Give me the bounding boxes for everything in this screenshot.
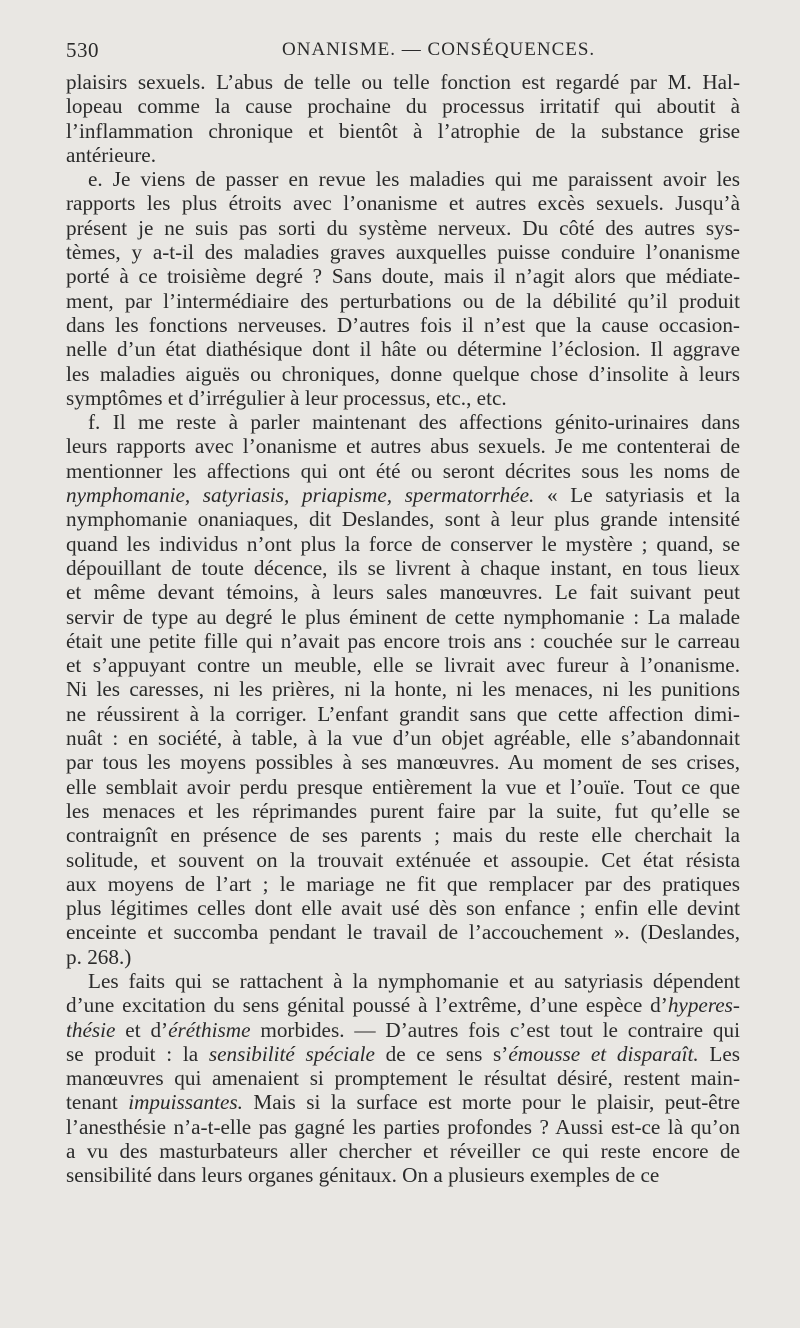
italic-term: éréthisme [168, 1017, 251, 1042]
text-line: l’anesthésie n’a-t-elle pas gagné les parties profondes ? Aussi est-ce là qu’on [66, 1114, 740, 1139]
text-line: tenant impuissantes. Mais si la surface est morte pour le plaisir, peut-être [66, 1090, 740, 1115]
text-line: rapports les plus étroits avec l’onanisme et autres excès sexuels. Jusqu’à [66, 191, 740, 216]
paragraph [66, 70, 740, 167]
text-line: Ni les caresses, ni les prières, ni la honte, ni les menaces, ni les punitions [66, 677, 740, 702]
text-line: l’inflammation chronique et bientôt à l’atrophie de la substance grise [66, 118, 740, 143]
paragraph [66, 969, 740, 1188]
text-line: a vu des masturbateurs aller chercher et réveiller ce qui reste encore de [66, 1139, 740, 1164]
text-line: thésie et d’éréthisme morbides. — D’autres fois c’est tout le contraire qui [66, 1017, 740, 1042]
text-line: nymphomanie, satyriasis, priapisme, spermatorrhée. « Le satyriasis et la [66, 483, 740, 508]
text-line: ment, par l’intermédiaire des perturbations ou de la débilité qu’il produit [66, 288, 740, 313]
text-line: e. Je viens de passer en revue les maladies qui me paraissent avoir les [88, 167, 740, 192]
text-line: par tous les moyens possibles à ses manœuvres. Au moment de ses crises, [66, 750, 740, 775]
text-line: ne réussirent à la corriger. L’enfant grandit sans que cette affection dimi- [66, 701, 740, 726]
text-line: lopeau comme la cause prochaine du processus irritatif qui aboutit à [66, 94, 740, 119]
text-line: d’une excitation du sens génital poussé à l’extrême, d’une espèce d’hyperes- [66, 993, 740, 1018]
body-text [66, 70, 740, 1188]
text-line: f. Il me reste à parler maintenant des affections génito-urinaires dans [88, 410, 740, 435]
text-line: plus légitimes celles dont elle avait usé dès son enfance ; enfin elle devint [66, 896, 740, 921]
text-line: porté à ce troisième degré ? Sans doute, mais il n’agit alors que médiate- [66, 264, 740, 289]
paragraph [66, 167, 740, 410]
text-line: quand les individus n’ont plus la force de conserver le mystère ; quand, se [66, 531, 740, 556]
text-line: et s’appuyant contre un meuble, elle se livrait avec fureur à l’onanisme. [66, 653, 740, 678]
text-line: et même devant témoins, à leurs sales manœuvres. Le fait suivant peut [66, 580, 740, 605]
italic-term: émousse et disparaît. [508, 1041, 699, 1066]
text-line: nymphomanie onaniaques, dit Deslandes, sont à leur plus grande intensité [66, 507, 740, 532]
text-line: se produit : la sensibilité spéciale de ce sens s’émousse et disparaît. Les [66, 1041, 740, 1066]
text-line: elle semblait avoir perdu presque entièrement la vue et l’ouïe. Tout ce que [66, 774, 740, 799]
text-line: était une petite fille qui n’avait pas encore trois ans : couchée sur le carreau [66, 628, 740, 653]
italic-term: hyperes- [667, 993, 740, 1018]
text-line: aux moyens de l’art ; le mariage ne fit que remplacer par des pratiques [66, 871, 740, 896]
text-line: manœuvres qui amenaient si promptement le résultat désiré, restent main- [66, 1066, 740, 1091]
italic-term: nymphomanie, satyriasis, priapisme, spermatorrhée. [66, 483, 535, 508]
italic-term: impuissantes. [128, 1090, 243, 1115]
text-line: tèmes, y a-t-il des maladies graves auxquelles puisse conduire l’onanisme [66, 240, 740, 265]
text-line: contraignît en présence de ses parents ; mais du reste elle cherchait la [66, 823, 740, 848]
text-line: nelle d’un état diathésique dont il hâte ou détermine l’éclosion. Il aggrave [66, 337, 740, 362]
text-line: sensibilité dans leurs organes génitaux. On a plusieurs exemples de ce [66, 1163, 660, 1188]
text-line: symptômes et d’irrégulier à leur processus, etc., etc. [66, 385, 507, 410]
text-line: mentionner les affections qui ont été ou seront décrites sous les noms de [66, 458, 740, 483]
text-line: les menaces et les réprimandes purent faire par la suite, fut qu’elle se [66, 798, 740, 823]
text-line: solitude, et souvent on la trouvait exténuée et assoupie. Cet état résista [66, 847, 740, 872]
text-line: leurs rapports avec l’onanisme et autres abus sexuels. Je me contenterai de [66, 434, 740, 459]
text-line: dépouillant de toute décence, ils se livrent à chaque instant, en tous lieux [66, 555, 740, 580]
text-line: les maladies aiguës ou chroniques, donne quelque chose d’insolite à leurs [66, 361, 740, 386]
italic-term: thésie [66, 1017, 116, 1042]
text-line: dans les fonctions nerveuses. D’autres fois il n’est que la cause occasion- [66, 312, 740, 337]
text-line: Les faits qui se rattachent à la nymphomanie et au satyriasis dépendent [88, 968, 740, 993]
text-line: présent je ne suis pas sorti du système nerveux. Du côté des autres sys- [66, 215, 740, 240]
text-line: plaisirs sexuels. L’abus de telle ou telle fonction est regardé par M. Hal- [66, 70, 740, 94]
text-line: p. 268.) [66, 944, 132, 969]
italic-term: sensibilité spéciale [208, 1041, 375, 1066]
running-head [66, 38, 740, 66]
text-line: enceinte et succomba pendant le travail de l’accouchement ». (Deslandes, [66, 920, 740, 945]
text-line: antérieure. [66, 142, 156, 167]
paragraph [66, 410, 740, 969]
text-line: nuât : en société, à table, à la vue d’un objet agréable, elle s’abandonnait [66, 726, 740, 751]
running-title: ONANISME. — CONSÉQUENCES. [282, 39, 596, 60]
page-number: 530 [66, 38, 99, 62]
text-line: servir de type au degré le plus éminent de cette nymphomanie : La malade [66, 604, 740, 629]
